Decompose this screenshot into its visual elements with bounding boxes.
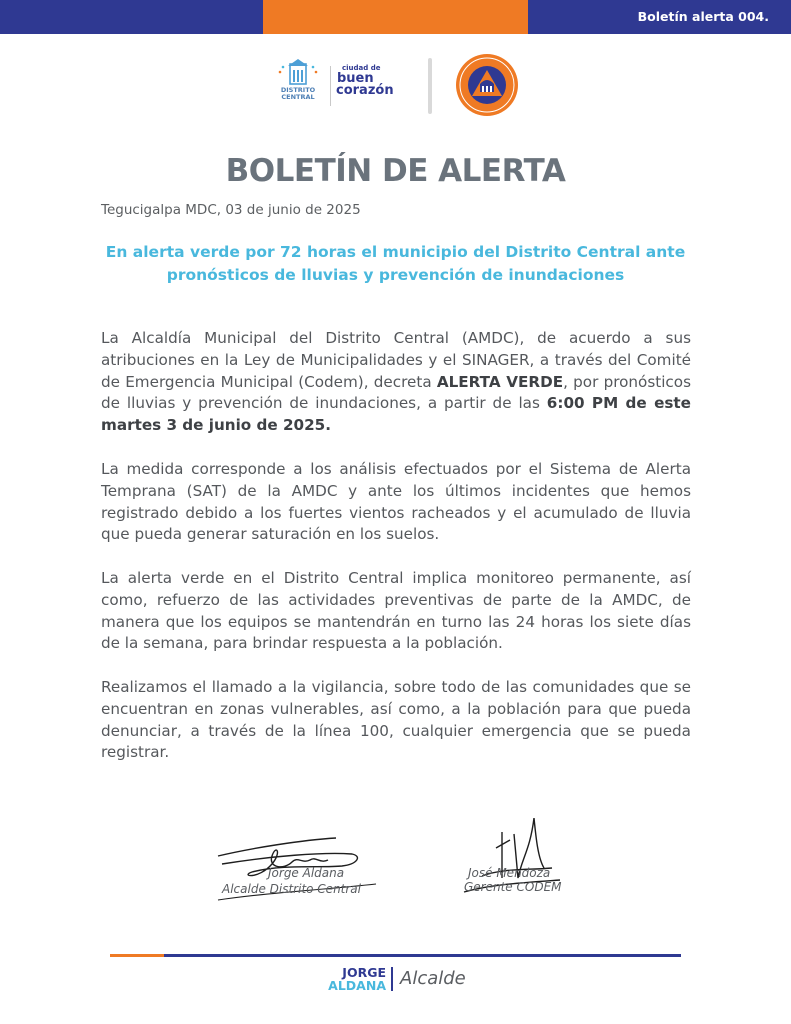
bulletin-number-label: Boletín alerta 004. (637, 9, 769, 24)
signature-block-mayor (212, 834, 382, 904)
signature-role-mayor: Alcalde Distrito Central (222, 882, 361, 896)
logo-divider (330, 66, 331, 106)
bc-logo-small: ciudad de (342, 64, 381, 72)
footer-divider-orange (110, 954, 164, 957)
top-color-bar (0, 0, 791, 34)
alert-level-emphasis: ALERTA VERDE (436, 372, 564, 391)
paragraph-1-part-a: La Alcaldía Municipal del Distrito Central (AMDC), de acuerdo a sus atribuciones en la Ley de Municipalidades y el SINAGER, a través del Comité de Emergencia Municipal (Codem), decreta (101, 329, 691, 391)
signature-name-codem: José Mendoza (468, 866, 551, 880)
bc-logo-line2: corazón (336, 83, 394, 98)
signature-name-mayor: Jorge Aldana (268, 866, 345, 880)
alert-start-time-emphasis: 6:00 PM de este martes 3 de junio de 2025. (101, 394, 691, 435)
signature-role-codem: Gerente CODEM (464, 880, 562, 894)
footer-mayor-name (322, 967, 386, 992)
dateline: Tegucigalpa MDC, 03 de junio de 2025 (101, 202, 361, 218)
top-bar-navy-segment (0, 0, 263, 34)
buen-corazon-logo (336, 64, 416, 100)
footer-name-line2: ALDANA (328, 977, 386, 993)
footer-separator (391, 967, 393, 991)
paragraph-3: La alerta verde en el Distrito Central implica monitoreo permanente, así como, refuerzo de las actividades preventivas de parte de la AMDC, de manera que los equipos se mantendrán en turno las 24 horas los siete días de la semana, para brindar respuesta a la población. (101, 569, 691, 653)
dc-logo-line2: CENTRAL (281, 93, 315, 101)
paragraph-1 (101, 328, 691, 437)
codem-seal-icon (452, 52, 522, 118)
codem-seal-logo (452, 52, 522, 118)
city-hall-icon (272, 58, 324, 88)
page-title: BOLETÍN DE ALERTA (225, 153, 566, 189)
footer-role: Alcalde (400, 968, 466, 989)
top-bar-orange-segment (263, 0, 528, 34)
footer-name-line1: JORGE (342, 965, 386, 980)
signature-block-codem (452, 818, 572, 904)
footer-divider-navy (164, 954, 681, 957)
logo-divider-thick (428, 58, 432, 114)
bulletin-headline: En alerta verde por 72 horas el municipio del Distrito Central ante pronósticos de lluvias y prevención de inundaciones (105, 243, 686, 284)
paragraph-1-part-b: , por pronósticos de lluvias y prevención de inundaciones, a partir de las (101, 372, 691, 413)
footer-divider (110, 954, 681, 957)
paragraph-2: La medida corresponde a los análisis efectuados por el Sistema de Alerta Temprana (SAT) de la AMDC y ante los últimos incidentes que hemos registrado debido a los fuertes vientos racheados y el acumulado de lluvia que pueda generar saturación en los suelos. (101, 460, 691, 544)
dc-logo-line1: DISTRITO (280, 86, 316, 94)
paragraph-4: Realizamos el llamado a la vigilancia, sobre todo de las comunidades que se encuentran en zonas vulnerables, así como, a la población para que pueda denunciar, a través de la línea 100, cualquier emergencia que se pueda registrar. (101, 678, 691, 762)
distrito-central-logo (272, 58, 324, 104)
bc-logo-line1: buen (337, 71, 374, 86)
